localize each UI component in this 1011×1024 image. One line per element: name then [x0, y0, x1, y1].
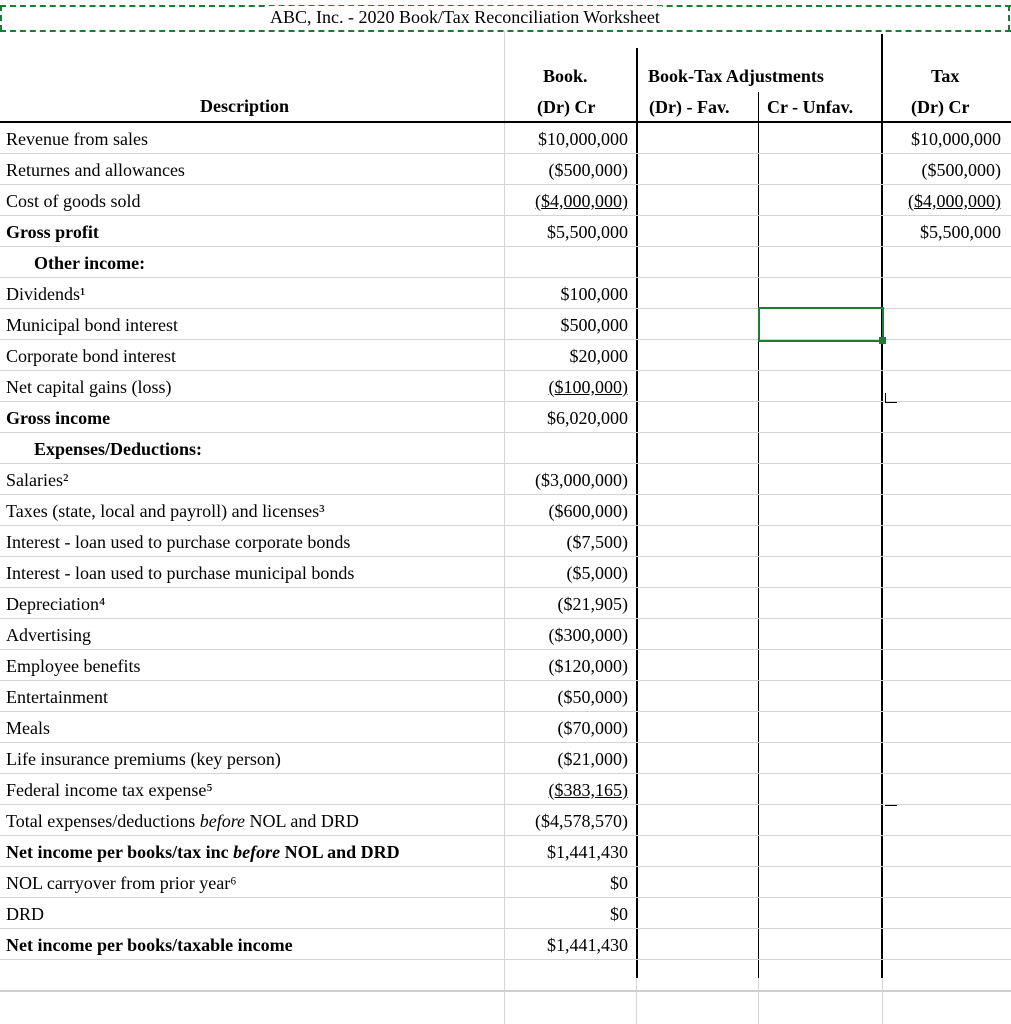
row-desc-emphasis: before [233, 842, 281, 862]
row-description[interactable] [0, 805, 504, 835]
row-tax-value[interactable] [882, 340, 1011, 370]
row-unfav-adjustment[interactable] [758, 588, 882, 618]
row-description[interactable]: Cost of goods sold [6, 191, 141, 211]
row-tax-value[interactable] [882, 681, 1011, 711]
row-book-value[interactable]: ($120,000) [548, 656, 628, 676]
table-row [0, 805, 1011, 836]
row-tax-value[interactable] [882, 712, 1011, 742]
row-description[interactable]: Entertainment [6, 687, 108, 707]
table-row [0, 247, 1011, 278]
row-unfav-adjustment[interactable] [758, 681, 882, 711]
row-description[interactable]: Municipal bond interest [6, 315, 178, 335]
row-fav-adjustment[interactable] [636, 216, 758, 246]
row-tax-value[interactable] [882, 929, 1011, 959]
header-tax-line1[interactable]: Tax [931, 66, 960, 86]
table-row [0, 154, 1011, 185]
table-row [0, 774, 1011, 805]
table-row [0, 278, 1011, 309]
header-fav[interactable]: (Dr) - Fav. [649, 97, 730, 117]
row-book-value[interactable]: ($100,000) [548, 377, 628, 397]
table-row [0, 743, 1011, 774]
row-book-value[interactable]: ($600,000) [548, 501, 628, 521]
row-description[interactable] [0, 992, 504, 1024]
row-book-value[interactable]: ($4,578,570) [535, 811, 628, 831]
row-fav-adjustment[interactable] [636, 154, 758, 184]
row-fav-adjustment[interactable] [636, 278, 758, 308]
row-description[interactable]: Life insurance premiums (key person) [6, 749, 281, 769]
row-description[interactable] [0, 836, 504, 866]
row-tax-value[interactable] [882, 867, 1011, 897]
row-fav-adjustment[interactable] [636, 557, 758, 587]
row-tax-value[interactable]: ($500,000) [921, 160, 1001, 180]
row-unfav-adjustment[interactable] [758, 929, 882, 959]
worksheet-title[interactable]: ABC, Inc. - 2020 Book/Tax Reconciliation Worksheet [270, 7, 660, 27]
row-description[interactable]: Taxes (state, local and payroll) and licenses³ [6, 501, 325, 521]
table-row [0, 557, 1011, 588]
header-tax-line2[interactable]: (Dr) Cr [911, 97, 970, 117]
selected-cell[interactable] [758, 307, 884, 342]
header-unfav[interactable]: Cr - Unfav. [767, 97, 854, 117]
table-row [0, 495, 1011, 526]
row-fav-adjustment[interactable] [636, 650, 758, 680]
row-unfav-adjustment[interactable] [758, 867, 882, 897]
row-description[interactable]: Interest - loan used to purchase municipal bonds [6, 563, 355, 583]
row-book-value[interactable]: ($4,000,000) [535, 191, 628, 211]
table-row [0, 650, 1011, 681]
row-book-value[interactable]: $6,020,000 [547, 408, 628, 428]
table-row [0, 898, 1011, 929]
row-fav-adjustment[interactable] [636, 929, 758, 959]
row-description[interactable]: DRD [6, 904, 45, 924]
row-fav-adjustment[interactable] [636, 712, 758, 742]
row-description[interactable]: Other income: [34, 253, 146, 273]
row-book-value[interactable]: ($21,905) [557, 594, 628, 614]
row-unfav-adjustment[interactable] [758, 247, 882, 277]
table-row [0, 836, 1011, 867]
row-description[interactable]: Expenses/Deductions: [34, 439, 203, 459]
row-desc-part: NOL and DRD [245, 811, 359, 831]
row-book-value[interactable]: $5,500,000 [547, 222, 628, 242]
row-book-value[interactable]: ($500,000) [548, 160, 628, 180]
title-bar [0, 0, 1011, 31]
row-tax-value[interactable] [882, 774, 1011, 804]
row-description[interactable]: Depreciation⁴ [6, 594, 106, 614]
row-fav-adjustment[interactable] [636, 619, 758, 649]
row-book-value[interactable] [504, 433, 636, 463]
row-unfav-adjustment[interactable] [758, 402, 882, 432]
row-unfav-adjustment[interactable] [758, 433, 882, 463]
table-row [0, 402, 1011, 433]
row-description[interactable]: Advertising [6, 625, 91, 645]
table-row [0, 216, 1011, 247]
row-desc-part: Total expenses/deductions [6, 811, 200, 831]
table-row [0, 681, 1011, 712]
row-book-value[interactable] [504, 960, 636, 990]
row-unfav-adjustment[interactable] [758, 557, 882, 587]
table-row [0, 464, 1011, 495]
row-fav-adjustment[interactable] [636, 464, 758, 494]
row-unfav-adjustment[interactable] [758, 743, 882, 773]
row-fav-adjustment[interactable] [636, 681, 758, 711]
row-tax-value[interactable]: $5,500,000 [920, 222, 1001, 242]
row-tax-value[interactable] [882, 588, 1011, 618]
table-row-empty [0, 992, 1011, 1024]
row-fav-adjustment[interactable] [636, 526, 758, 556]
row-description[interactable]: Revenue from sales [6, 129, 148, 149]
row-fav-adjustment[interactable] [636, 309, 758, 339]
row-book-value[interactable]: ($5,000) [566, 563, 628, 583]
tax-tick-mark [885, 393, 886, 402]
row-tax-value[interactable] [882, 402, 1011, 432]
row-book-value[interactable] [504, 992, 636, 1024]
title-border-left [0, 5, 2, 31]
row-book-value[interactable]: $1,441,430 [547, 935, 628, 955]
row-unfav-adjustment[interactable] [758, 216, 882, 246]
row-description[interactable]: Net income per books/taxable income [6, 935, 293, 955]
tax-underline-mark [885, 402, 897, 403]
row-book-value[interactable]: ($70,000) [557, 718, 628, 738]
row-tax-value[interactable] [882, 309, 1011, 339]
row-tax-value[interactable] [882, 526, 1011, 556]
row-book-value[interactable]: $500,000 [560, 315, 628, 335]
row-description[interactable]: Dividends¹ [6, 284, 86, 304]
row-description[interactable]: Gross income [6, 408, 111, 428]
row-desc-part: NOL and DRD [280, 842, 400, 862]
row-unfav-adjustment[interactable] [758, 464, 882, 494]
row-book-value[interactable] [504, 247, 636, 277]
row-description[interactable]: Meals [6, 718, 50, 738]
row-unfav-adjustment[interactable] [758, 185, 882, 215]
row-unfav-adjustment[interactable] [758, 836, 882, 866]
row-book-value[interactable]: ($300,000) [548, 625, 628, 645]
row-tax-value[interactable] [882, 278, 1011, 308]
row-unfav-adjustment[interactable] [758, 123, 882, 153]
row-tax-value[interactable] [882, 650, 1011, 680]
table-row-empty [0, 960, 1011, 992]
row-desc-part: Net income per books/tax inc [6, 842, 234, 862]
row-desc-emphasis: before [199, 811, 246, 831]
row-fav-adjustment[interactable] [636, 774, 758, 804]
row-description[interactable]: Corporate bond interest [6, 346, 176, 366]
row-fav-adjustment[interactable] [636, 402, 758, 432]
table-row [0, 185, 1011, 216]
title-border-bottom [0, 30, 1011, 32]
row-fav-adjustment[interactable] [636, 898, 758, 928]
row-description[interactable]: Salaries² [6, 470, 69, 490]
row-unfav-adjustment[interactable] [758, 154, 882, 184]
row-unfav-adjustment[interactable] [758, 898, 882, 928]
row-tax-value[interactable] [882, 495, 1011, 525]
row-description[interactable]: NOL carryover from prior year⁶ [6, 873, 237, 893]
row-book-value[interactable]: $100,000 [560, 284, 628, 304]
row-tax-value[interactable]: ($4,000,000) [908, 191, 1001, 211]
row-book-value[interactable]: ($3,000,000) [535, 470, 628, 490]
row-unfav-adjustment[interactable] [758, 805, 882, 835]
row-book-value[interactable]: ($7,500) [566, 532, 628, 552]
row-book-value[interactable]: $10,000,000 [538, 129, 628, 149]
row-fav-adjustment[interactable] [636, 805, 758, 835]
tax-underline-mark [885, 805, 897, 806]
row-fav-adjustment[interactable] [636, 185, 758, 215]
table-row [0, 371, 1011, 402]
row-unfav-adjustment[interactable] [758, 774, 882, 804]
table-row [0, 712, 1011, 743]
table-row [0, 619, 1011, 650]
row-book-value[interactable]: $0 [610, 904, 628, 924]
row-book-value[interactable]: $1,441,430 [547, 842, 628, 862]
fill-handle[interactable] [879, 337, 886, 344]
table-row [0, 867, 1011, 898]
row-tax-value[interactable] [882, 805, 1011, 835]
row-fav-adjustment[interactable] [636, 588, 758, 618]
row-fav-adjustment[interactable] [636, 433, 758, 463]
row-tax-value[interactable] [882, 371, 1011, 401]
row-book-value[interactable]: ($383,165) [548, 780, 628, 800]
row-tax-value[interactable] [882, 464, 1011, 494]
header-description[interactable]: Description [200, 96, 289, 116]
row-tax-value[interactable] [882, 743, 1011, 773]
row-tax-value[interactable] [882, 960, 1011, 990]
row-fav-adjustment[interactable] [636, 495, 758, 525]
row-unfav-adjustment[interactable] [758, 495, 882, 525]
row-book-value[interactable]: $0 [610, 873, 628, 893]
row-description[interactable]: Interest - loan used to purchase corporate bonds [6, 532, 351, 552]
row-description[interactable]: Returnes and allowances [6, 160, 185, 180]
row-tax-value[interactable] [882, 247, 1011, 277]
row-fav-adjustment[interactable] [636, 743, 758, 773]
table-row [0, 526, 1011, 557]
row-tax-value[interactable] [882, 557, 1011, 587]
header-book-line2[interactable]: (Dr) Cr [537, 97, 596, 117]
row-unfav-adjustment[interactable] [758, 526, 882, 556]
row-description[interactable] [0, 960, 504, 990]
row-fav-adjustment[interactable] [636, 836, 758, 866]
row-fav-adjustment[interactable] [636, 340, 758, 370]
row-unfav-adjustment[interactable] [758, 371, 882, 401]
row-tax-value[interactable]: $10,000,000 [911, 129, 1001, 149]
row-unfav-adjustment[interactable] [758, 712, 882, 742]
row-book-value[interactable]: $20,000 [569, 346, 628, 366]
header-book-line1[interactable]: Book. [543, 66, 588, 86]
row-description[interactable]: Net capital gains (loss) [6, 377, 172, 397]
row-unfav-adjustment[interactable] [758, 650, 882, 680]
table-row [0, 929, 1011, 960]
table-row [0, 340, 1011, 371]
row-unfav-adjustment[interactable] [758, 278, 882, 308]
title-border-right [1008, 5, 1010, 31]
row-tax-value[interactable] [882, 992, 1011, 1024]
row-description[interactable]: Gross profit [6, 222, 99, 242]
table-row [0, 123, 1011, 154]
row-fav-adjustment[interactable] [636, 247, 758, 277]
row-unfav-adjustment[interactable] [758, 619, 882, 649]
row-book-value[interactable]: ($21,000) [557, 749, 628, 769]
row-book-value[interactable]: ($50,000) [557, 687, 628, 707]
row-tax-value[interactable] [882, 836, 1011, 866]
table-row [0, 588, 1011, 619]
row-tax-value[interactable] [882, 619, 1011, 649]
header-adjustments[interactable]: Book-Tax Adjustments [648, 66, 824, 86]
row-description[interactable]: Employee benefits [6, 656, 141, 676]
row-tax-value[interactable] [882, 898, 1011, 928]
row-fav-adjustment[interactable] [636, 371, 758, 401]
row-description[interactable]: Federal income tax expense⁵ [6, 780, 213, 800]
row-fav-adjustment[interactable] [636, 867, 758, 897]
table-row [0, 433, 1011, 464]
row-fav-adjustment[interactable] [636, 123, 758, 153]
row-unfav-adjustment[interactable] [758, 340, 882, 370]
row-tax-value[interactable] [882, 433, 1011, 463]
